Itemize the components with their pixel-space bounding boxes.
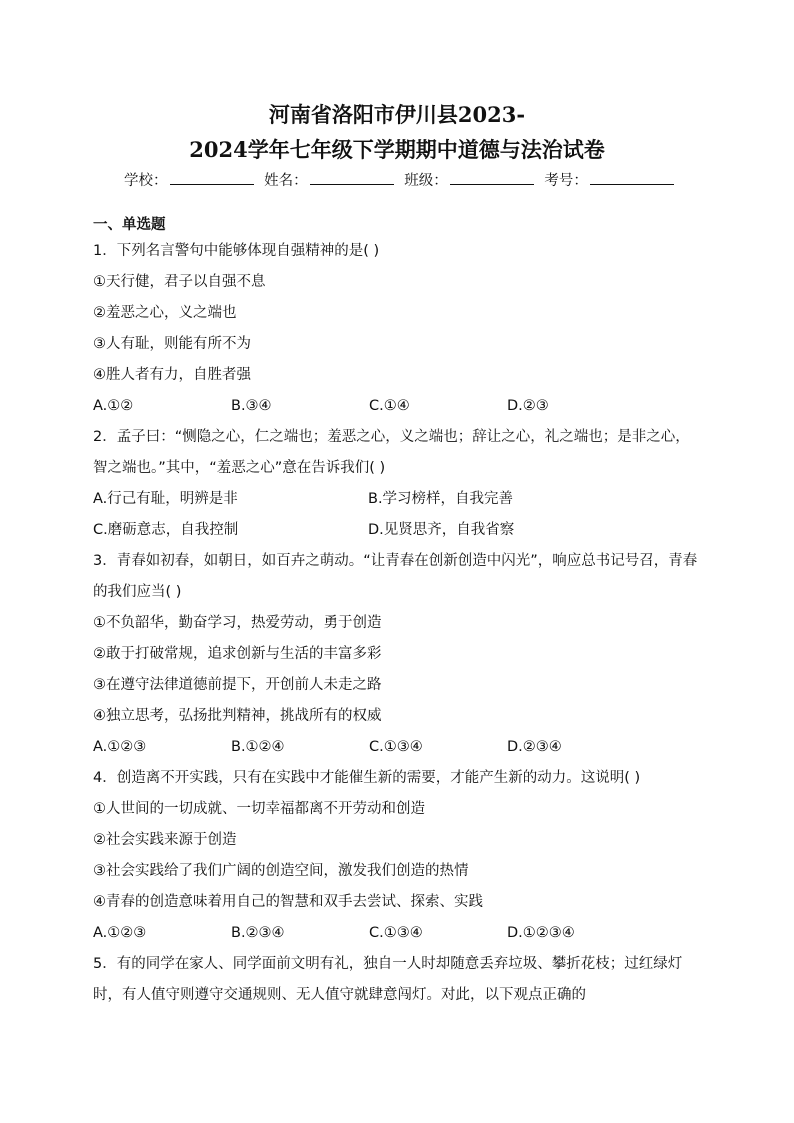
exam-title-line-1: 河南省洛阳市伊川县2023- bbox=[268, 102, 526, 127]
statement-item: ③人有耻，则能有所不为 bbox=[93, 336, 251, 352]
statement-item: ②社会实践来源于创造 bbox=[93, 832, 237, 848]
option-a[interactable]: A.①②③ bbox=[93, 925, 147, 941]
school-blank bbox=[170, 170, 254, 185]
answer-options bbox=[93, 391, 703, 422]
exam-content bbox=[93, 214, 703, 1011]
option-c[interactable]: C.①③④ bbox=[369, 739, 423, 755]
class-blank bbox=[450, 170, 534, 185]
student-info-row bbox=[124, 170, 684, 191]
question-stem: 3．青春如初春，如朝日，如百卉之萌动。“让青春在创新创造中闪光”，响应总书记号召，青春的我们应当( ) bbox=[93, 553, 698, 600]
option-d[interactable]: D.②③ bbox=[507, 398, 549, 414]
question-4 bbox=[93, 763, 703, 949]
statement-item: ④独立思考，弘扬批判精神，挑战所有的权威 bbox=[93, 708, 382, 724]
answer-options bbox=[93, 515, 703, 546]
option-b[interactable]: B.③④ bbox=[231, 398, 272, 414]
option-d[interactable]: D.①②③④ bbox=[507, 925, 575, 941]
option-c[interactable]: C.①④ bbox=[369, 398, 410, 414]
option-a[interactable]: A.①②③ bbox=[93, 739, 147, 755]
statement-item: ②敢于打破常规，追求创新与生活的丰富多彩 bbox=[93, 646, 382, 662]
question-stem: 1．下列名言警句中能够体现自强精神的是( ) bbox=[93, 243, 380, 259]
option-c[interactable]: C.①③④ bbox=[369, 925, 423, 941]
question-2 bbox=[93, 422, 703, 546]
answer-options bbox=[93, 732, 703, 763]
question-1 bbox=[93, 236, 703, 422]
question-5 bbox=[93, 949, 703, 1011]
option-a[interactable]: A.①② bbox=[93, 398, 134, 414]
question-stem: 5．有的同学在家人、同学面前文明有礼，独自一人时却随意丢弃垃圾、攀折花枝；过红绿灯时，有人值守则遵守交通规则、无人值守就肆意闯灯。对此，以下观点正确的 bbox=[93, 956, 683, 1003]
statement-item: ③在遵守法律道德前提下，开创前人未走之路 bbox=[93, 677, 382, 693]
option-b[interactable]: B.①②④ bbox=[231, 739, 285, 755]
option-b[interactable]: B.学习榜样，自我完善 bbox=[368, 491, 514, 507]
school-field bbox=[124, 170, 254, 191]
exam-number-blank bbox=[590, 170, 674, 185]
exam-number-label: 考号： bbox=[544, 173, 588, 189]
option-b[interactable]: B.②③④ bbox=[231, 925, 285, 941]
class-field bbox=[404, 170, 534, 191]
statement-item: ③社会实践给了我们广阔的创造空间，激发我们创造的热情 bbox=[93, 863, 469, 879]
option-a[interactable]: A.行己有耻，明辨是非 bbox=[93, 491, 238, 507]
statement-item: ②羞恶之心，义之端也 bbox=[93, 305, 237, 321]
exam-number-field bbox=[544, 170, 674, 191]
option-d[interactable]: D.见贤思齐，自我省察 bbox=[368, 522, 515, 538]
statement-item: ①不负韶华，勤奋学习，热爱劳动，勇于创造 bbox=[93, 615, 382, 631]
answer-options bbox=[93, 484, 703, 515]
answer-options bbox=[93, 918, 703, 949]
school-label: 学校： bbox=[124, 173, 168, 189]
name-label: 姓名： bbox=[264, 173, 308, 189]
name-blank bbox=[310, 170, 394, 185]
name-field bbox=[264, 170, 394, 191]
statement-item: ④青春的创造意味着用自己的智慧和双手去尝试、探索、实践 bbox=[93, 894, 483, 910]
section-title: 一、单选题 bbox=[93, 217, 166, 233]
question-stem: 2．孟子曰：“恻隐之心，仁之端也；羞恶之心，义之端也；辞让之心，礼之端也；是非之心，智之端也。”其中，“羞恶之心”意在告诉我们( ) bbox=[93, 429, 690, 476]
exam-title-line-2: 2024学年七年级下学期期中道德与法治试卷 bbox=[189, 137, 605, 162]
option-d[interactable]: D.②③④ bbox=[507, 739, 562, 755]
class-label: 班级： bbox=[404, 173, 448, 189]
statement-item: ①人世间的一切成就、一切幸福都离不开劳动和创造 bbox=[93, 801, 425, 817]
option-c[interactable]: C.磨砺意志，自我控制 bbox=[93, 522, 239, 538]
question-3 bbox=[93, 546, 703, 763]
question-stem: 4．创造离不开实践，只有在实践中才能催生新的需要，才能产生新的动力。这说明( ) bbox=[93, 770, 641, 786]
statement-item: ④胜人者有力，自胜者强 bbox=[93, 367, 251, 383]
statement-item: ①天行健，君子以自强不息 bbox=[93, 274, 266, 290]
